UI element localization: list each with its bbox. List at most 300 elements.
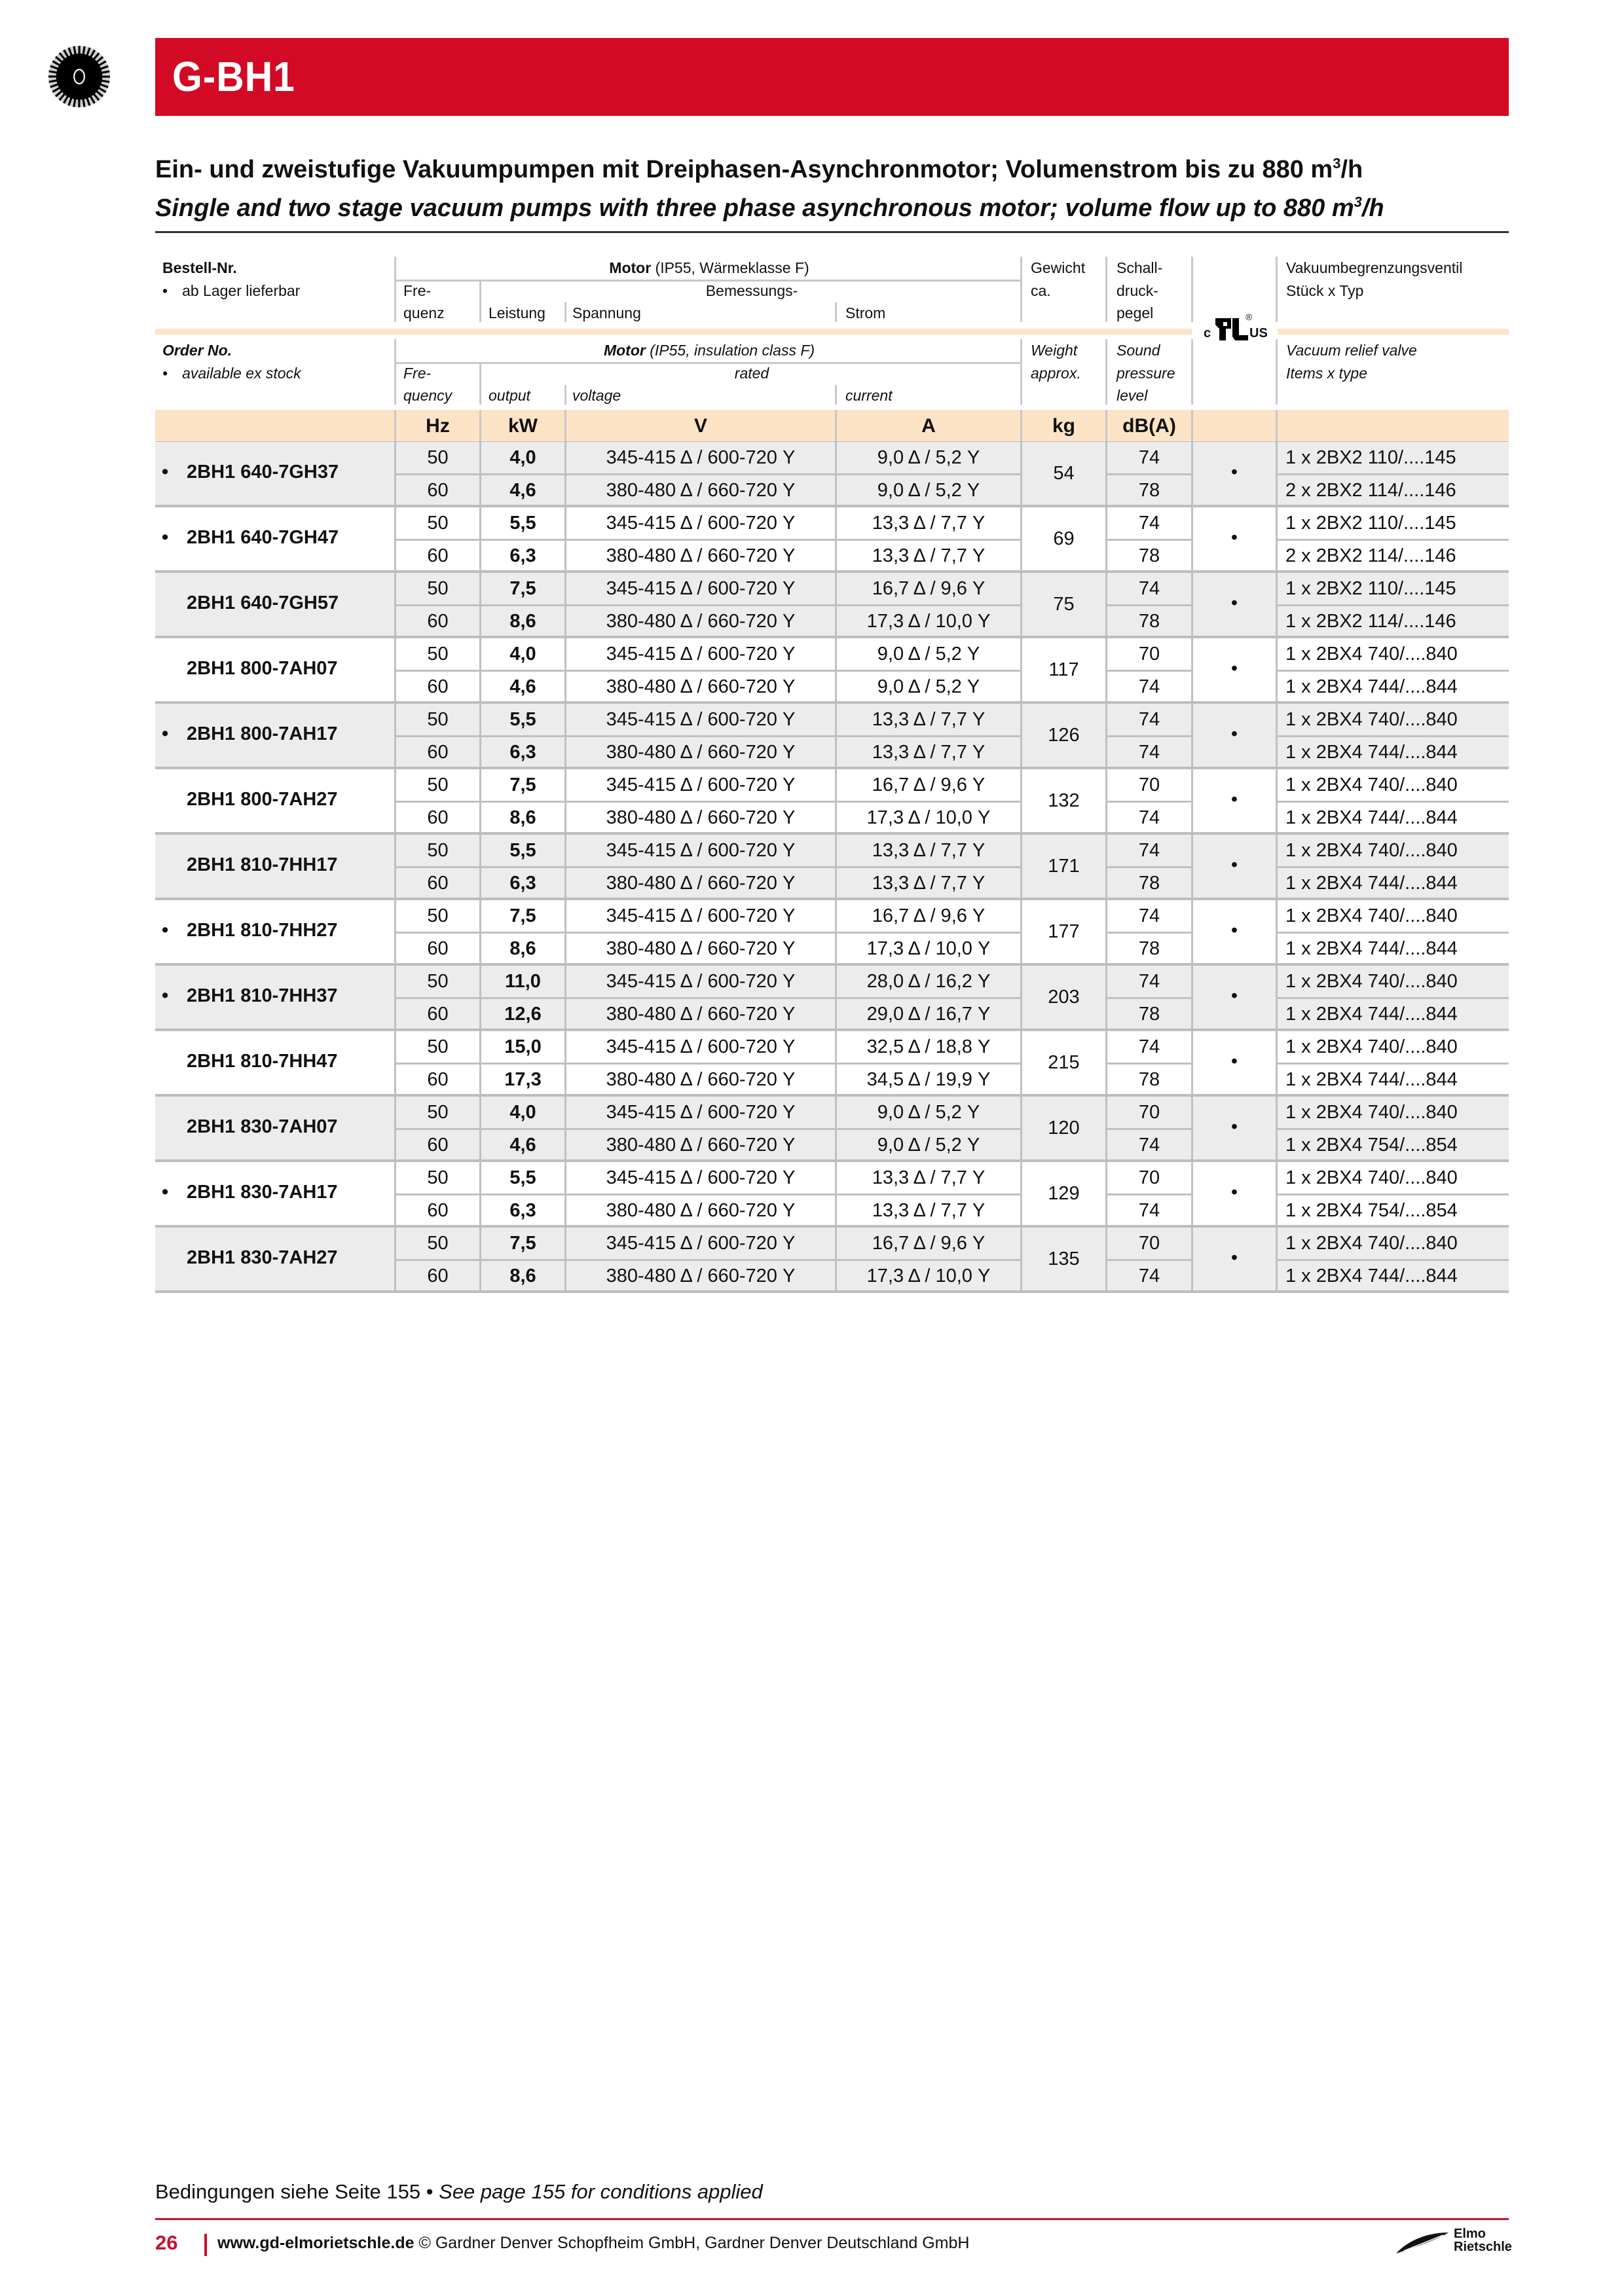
voltage-value: 345-415 Δ / 600-720 Y	[606, 513, 796, 534]
valve-label-en-1: Vacuum relief valve	[1286, 342, 1417, 359]
row-divider	[1105, 604, 1191, 606]
row-divider	[1276, 997, 1509, 999]
sound-level-value: 74	[1138, 905, 1160, 926]
heading-german-sup: 3	[1333, 155, 1341, 172]
frequency-value: 60	[427, 611, 449, 632]
motor-header	[396, 259, 1022, 277]
row-divider	[394, 1259, 1020, 1261]
current-value: 16,7 Δ / 9,6 Y	[872, 774, 986, 795]
row-divider	[1276, 670, 1509, 672]
frequency-value: 50	[427, 447, 449, 468]
sound-level-value: 74	[1138, 578, 1160, 599]
voltage-value: 345-415 Δ / 600-720 Y	[606, 447, 796, 468]
ul-c: c	[1204, 326, 1211, 340]
frequency-label-en-2: quency	[403, 387, 452, 404]
sound-label-en-2: pressure	[1116, 365, 1175, 382]
ul-listed-marker: •	[1230, 723, 1238, 744]
output-value: 7,5	[509, 905, 536, 926]
sound-level-value: 78	[1138, 545, 1160, 566]
motor-header-rest: (IP55, Wärmeklasse F)	[651, 259, 809, 276]
header-separator-band	[155, 329, 1192, 335]
rated-label: Bemessungs-	[705, 282, 798, 299]
relief-valve-value: 1 x 2BX4 744/....844	[1285, 873, 1458, 894]
sound-level-value: 78	[1138, 1004, 1160, 1025]
weight-value: 203	[1048, 987, 1080, 1008]
model-cell	[162, 1182, 391, 1203]
motor-header-en	[396, 342, 1022, 359]
voltage-value: 345-415 Δ / 600-720 Y	[606, 905, 796, 926]
output-value: 4,6	[509, 480, 536, 501]
model-cell	[162, 592, 391, 614]
output-value: 7,5	[509, 774, 536, 795]
model-cell	[162, 1116, 391, 1138]
heading-rule	[155, 231, 1509, 233]
relief-valve-value: 1 x 2BX4 744/....844	[1285, 938, 1458, 959]
output-value: 4,6	[509, 1135, 536, 1156]
weight-value: 69	[1053, 528, 1075, 549]
row-divider	[1105, 735, 1191, 737]
logo-line-1: Elmo	[1454, 2227, 1486, 2241]
row-divider	[1105, 539, 1191, 541]
ul-listed-marker: •	[1230, 592, 1238, 613]
sound-level-value: 70	[1138, 1102, 1160, 1123]
output-value: 6,3	[509, 1200, 536, 1221]
output-value: 5,5	[509, 1167, 536, 1188]
model-number: 2BH1 640-7GH57	[187, 592, 339, 613]
motor-header-rest-en: (IP55, insulation class F)	[645, 342, 815, 359]
row-divider	[394, 1063, 1020, 1065]
current-value: 16,7 Δ / 9,6 Y	[872, 905, 986, 926]
relief-valve-value: 1 x 2BX2 114/....146	[1285, 611, 1456, 632]
frequency-value: 60	[427, 1266, 449, 1286]
voltage-value: 345-415 Δ / 600-720 Y	[606, 1167, 796, 1188]
output-value: 8,6	[509, 1266, 536, 1286]
row-divider	[394, 932, 1020, 934]
voltage-value: 345-415 Δ / 600-720 Y	[606, 1102, 796, 1123]
unit-a: A	[921, 415, 936, 437]
voltage-value: 345-415 Δ / 600-720 Y	[606, 840, 796, 861]
table-row-group	[155, 1031, 1509, 1097]
relief-valve-value: 1 x 2BX4 740/....840	[1285, 1036, 1458, 1057]
model-cell	[162, 789, 391, 811]
ul-mark-icon	[1214, 317, 1249, 342]
stock-bullet: •	[162, 462, 169, 483]
row-divider	[1276, 539, 1509, 541]
ul-listed-marker: •	[1230, 985, 1238, 1006]
sound-level-value: 74	[1138, 513, 1160, 534]
output-value: 4,0	[509, 447, 536, 468]
footer-copyright: © Gardner Denver Schopfheim GmbH, Gardner Denver Deutschland GmbH	[414, 2234, 970, 2252]
sound-level-value: 74	[1138, 1266, 1160, 1286]
relief-valve-value: 1 x 2BX4 754/....854	[1285, 1135, 1458, 1156]
ul-registered: ®	[1246, 312, 1253, 322]
sound-label-en-1: Sound	[1116, 342, 1160, 359]
weight-label-en-1: Weight	[1031, 342, 1078, 359]
current-label-en: current	[845, 387, 893, 404]
frequency-label-2: quenz	[403, 304, 445, 321]
output-label: Leistung	[489, 304, 545, 321]
relief-valve-value: 1 x 2BX2 110/....145	[1285, 578, 1456, 599]
voltage-value: 380-480 Δ / 660-720 Y	[606, 611, 796, 632]
ul-listed-marker: •	[1230, 658, 1238, 679]
heading-german-text: Ein- und zweistufige Vakuumpumpen mit Dreiphasen-Asynchronmotor; Volumenstrom bis zu 880 m	[155, 156, 1333, 183]
row-divider	[1276, 1128, 1509, 1130]
relief-valve-value: 1 x 2BX4 740/....840	[1285, 1233, 1458, 1254]
model-cell	[162, 1247, 391, 1269]
model-cell	[162, 854, 391, 876]
weight-value: 120	[1048, 1118, 1080, 1139]
current-value: 17,3 Δ / 10,0 Y	[866, 807, 991, 828]
footer-url[interactable]: www.gd-elmorietschle.de	[217, 2234, 415, 2252]
row-divider	[1105, 670, 1191, 672]
current-value: 13,3 Δ / 7,7 Y	[872, 1200, 986, 1221]
weight-value: 129	[1048, 1183, 1080, 1204]
stock-legend	[162, 282, 300, 300]
table-row-group	[155, 573, 1509, 638]
sound-label-en-3: level	[1116, 387, 1148, 404]
sound-level-value: 74	[1138, 447, 1160, 468]
rated-label-en: rated	[734, 365, 769, 382]
valve-label-en-2: Items x type	[1286, 365, 1367, 382]
sound-level-value: 78	[1138, 611, 1160, 632]
stock-bullet: •	[162, 527, 169, 548]
frequency-value: 50	[427, 840, 449, 861]
current-value: 32,5 Δ / 18,8 Y	[866, 1036, 991, 1057]
model-cell	[162, 723, 391, 745]
model-cell	[162, 985, 391, 1007]
table-row-group	[155, 1162, 1509, 1228]
heading-english	[155, 194, 1384, 223]
weight-value: 126	[1048, 725, 1080, 746]
row-divider	[1276, 473, 1509, 475]
current-value: 17,3 Δ / 10,0 Y	[866, 611, 991, 632]
current-value: 13,3 Δ / 7,7 Y	[872, 873, 986, 894]
frequency-value: 60	[427, 1004, 449, 1025]
model-number: 2BH1 800-7AH27	[187, 789, 338, 810]
sound-level-value: 74	[1138, 840, 1160, 861]
row-divider	[1105, 473, 1191, 475]
frequency-value: 60	[427, 1200, 449, 1221]
current-value: 9,0 Δ / 5,2 Y	[877, 480, 980, 501]
relief-valve-value: 2 x 2BX2 114/....146	[1285, 545, 1456, 566]
ul-listed-marker: •	[1230, 854, 1238, 875]
frequency-value: 50	[427, 1036, 449, 1057]
voltage-value: 380-480 Δ / 660-720 Y	[606, 545, 796, 566]
stock-bullet: •	[162, 920, 169, 941]
row-divider	[1105, 801, 1191, 803]
voltage-value: 380-480 Δ / 660-720 Y	[606, 676, 796, 697]
relief-valve-value: 1 x 2BX4 740/....840	[1285, 840, 1458, 861]
row-divider	[1276, 604, 1509, 606]
unit-hz: Hz	[426, 415, 450, 437]
output-label-en: output	[489, 387, 530, 404]
frequency-value: 50	[427, 1167, 449, 1188]
relief-valve-value: 1 x 2BX4 744/....844	[1285, 676, 1458, 697]
heading-german-tail: /h	[1340, 156, 1363, 183]
weight-value: 171	[1048, 856, 1080, 877]
sound-level-value: 78	[1138, 873, 1160, 894]
table-row-group	[155, 507, 1509, 573]
sound-level-value: 74	[1138, 1036, 1160, 1057]
model-number: 2BH1 810-7HH27	[187, 920, 338, 941]
row-divider	[394, 539, 1020, 541]
model-number: 2BH1 830-7AH07	[187, 1116, 338, 1137]
table-row-group	[155, 835, 1509, 900]
sound-level-value: 74	[1138, 971, 1160, 992]
order-no-label: Bestell-Nr.	[162, 259, 237, 276]
motor-header-bold-en: Motor	[603, 342, 646, 359]
relief-valve-value: 1 x 2BX4 740/....840	[1285, 709, 1458, 730]
model-number: 2BH1 830-7AH27	[187, 1247, 338, 1268]
row-divider	[1105, 1194, 1191, 1195]
elmo-rietschle-swoosh-icon	[1395, 2231, 1450, 2255]
output-value: 5,5	[509, 840, 536, 861]
output-value: 8,6	[509, 611, 536, 632]
current-value: 29,0 Δ / 16,7 Y	[866, 1004, 991, 1025]
order-no-label-en: Order No.	[162, 342, 232, 359]
voltage-value: 380-480 Δ / 660-720 Y	[606, 807, 796, 828]
frequency-value: 50	[427, 905, 449, 926]
voltage-value: 345-415 Δ / 600-720 Y	[606, 709, 796, 730]
current-value: 13,3 Δ / 7,7 Y	[872, 1167, 986, 1188]
header-separator-band-right	[1278, 329, 1509, 335]
unit-kg: kg	[1052, 415, 1075, 437]
voltage-value: 380-480 Δ / 660-720 Y	[606, 1069, 796, 1090]
frequency-value: 60	[427, 873, 449, 894]
model-number: 2BH1 800-7AH17	[187, 723, 338, 744]
relief-valve-value: 1 x 2BX2 110/....145	[1285, 447, 1456, 468]
table-row-group	[155, 442, 1509, 507]
valve-label-2: Stück x Typ	[1286, 282, 1364, 299]
output-value: 8,6	[509, 938, 536, 959]
sound-level-value: 74	[1138, 807, 1160, 828]
current-value: 9,0 Δ / 5,2 Y	[877, 1102, 980, 1123]
frequency-value: 50	[427, 1102, 449, 1123]
frequency-value: 60	[427, 1135, 449, 1156]
voltage-label: Spannung	[572, 304, 641, 321]
page-number: 26	[155, 2231, 178, 2254]
current-value: 9,0 Δ / 5,2 Y	[877, 676, 980, 697]
row-divider	[1105, 866, 1191, 868]
model-cell	[162, 1051, 391, 1072]
heading-english-sup: 3	[1354, 194, 1362, 210]
relief-valve-value: 1 x 2BX4 740/....840	[1285, 1167, 1458, 1188]
frequency-value: 50	[427, 578, 449, 599]
table-row-group	[155, 966, 1509, 1031]
section-title: G-BH1	[172, 53, 295, 100]
relief-valve-value: 1 x 2BX4 740/....840	[1285, 644, 1458, 665]
footer-text	[217, 2234, 969, 2253]
weight-value: 177	[1048, 921, 1080, 942]
sound-label-1: Schall-	[1116, 259, 1163, 276]
model-cell	[162, 920, 391, 941]
weight-label-en-2: approx.	[1031, 365, 1081, 382]
weight-value: 117	[1048, 659, 1079, 680]
current-value: 9,0 Δ / 5,2 Y	[877, 1135, 980, 1156]
logo-line-2: Rietschle	[1454, 2240, 1512, 2254]
table-row-group	[155, 769, 1509, 835]
voltage-value: 345-415 Δ / 600-720 Y	[606, 1233, 796, 1254]
relief-valve-value: 1 x 2BX4 744/....844	[1285, 1266, 1458, 1286]
heading-german	[155, 156, 1363, 184]
output-value: 6,3	[509, 545, 536, 566]
output-value: 5,5	[509, 513, 536, 534]
row-divider	[394, 604, 1020, 606]
output-value: 4,6	[509, 676, 536, 697]
frequency-value: 50	[427, 1233, 449, 1254]
table-row-group	[155, 704, 1509, 769]
weight-value: 75	[1053, 594, 1075, 615]
relief-valve-value: 1 x 2BX4 744/....844	[1285, 1069, 1458, 1090]
sound-level-value: 78	[1138, 1069, 1160, 1090]
current-value: 16,7 Δ / 9,6 Y	[872, 578, 986, 599]
frequency-label-1: Fre-	[403, 282, 432, 299]
frequency-value: 50	[427, 709, 449, 730]
voltage-value: 380-480 Δ / 660-720 Y	[606, 1004, 796, 1025]
output-value: 17,3	[504, 1069, 542, 1090]
voltage-value: 380-480 Δ / 660-720 Y	[606, 1135, 796, 1156]
output-value: 4,0	[509, 1102, 536, 1123]
relief-valve-value: 1 x 2BX4 740/....840	[1285, 905, 1458, 926]
output-value: 6,3	[509, 742, 536, 763]
row-divider	[1276, 735, 1509, 737]
sound-level-value: 70	[1138, 1167, 1160, 1188]
stock-bullet: •	[162, 1182, 169, 1203]
stock-legend-text-en: available ex stock	[182, 365, 301, 382]
row-divider	[1105, 1128, 1191, 1130]
current-value: 13,3 Δ / 7,7 Y	[872, 513, 986, 534]
frequency-value: 50	[427, 971, 449, 992]
row-divider	[1276, 1194, 1509, 1195]
model-number: 2BH1 810-7HH47	[187, 1051, 338, 1072]
row-divider	[1276, 801, 1509, 803]
voltage-label-en: voltage	[572, 387, 621, 404]
ul-listed-marker: •	[1230, 462, 1238, 483]
weight-value: 215	[1048, 1052, 1080, 1073]
relief-valve-value: 1 x 2BX4 744/....844	[1285, 1004, 1458, 1025]
current-value: 16,7 Δ / 9,6 Y	[872, 1233, 986, 1254]
row-divider	[1276, 1063, 1509, 1065]
sound-level-value: 78	[1138, 480, 1160, 501]
row-divider	[394, 1128, 1020, 1130]
model-number: 2BH1 640-7GH37	[187, 462, 339, 483]
voltage-value: 380-480 Δ / 660-720 Y	[606, 1266, 796, 1286]
table-row-group	[155, 900, 1509, 966]
current-value: 34,5 Δ / 19,9 Y	[866, 1069, 991, 1090]
voltage-value: 345-415 Δ / 600-720 Y	[606, 644, 796, 665]
model-cell	[162, 462, 391, 483]
model-cell	[162, 527, 391, 549]
voltage-value: 380-480 Δ / 660-720 Y	[606, 938, 796, 959]
output-value: 12,6	[504, 1004, 542, 1025]
table-row-group	[155, 1228, 1509, 1293]
units-row	[155, 410, 1509, 444]
relief-valve-value: 1 x 2BX4 740/....840	[1285, 1102, 1458, 1123]
sound-label-2: druck-	[1116, 282, 1158, 299]
frequency-value: 60	[427, 807, 449, 828]
row-divider	[394, 1194, 1020, 1195]
weight-value: 54	[1053, 463, 1075, 484]
model-number: 2BH1 810-7HH37	[187, 985, 338, 1006]
row-divider	[1276, 1259, 1509, 1261]
frequency-value: 60	[427, 938, 449, 959]
output-value: 8,6	[509, 807, 536, 828]
conditions-note-de: Bedingungen siehe Seite 155 •	[155, 2180, 439, 2203]
pump-table	[155, 442, 1509, 1293]
ul-certification-icon	[1193, 308, 1276, 354]
heading-english-tail: /h	[1361, 194, 1384, 222]
frequency-value: 50	[427, 774, 449, 795]
stock-bullet: •	[162, 282, 168, 299]
current-value: 13,3 Δ / 7,7 Y	[872, 742, 986, 763]
voltage-value: 380-480 Δ / 660-720 Y	[606, 1200, 796, 1221]
row-divider	[394, 670, 1020, 672]
relief-valve-value: 2 x 2BX2 114/....146	[1285, 480, 1456, 501]
footer-separator	[204, 2234, 207, 2256]
heading-english-text: Single and two stage vacuum pumps with three phase asynchronous motor; volume flow up to 880 m	[155, 194, 1354, 222]
voltage-value: 345-415 Δ / 600-720 Y	[606, 774, 796, 795]
current-label: Strom	[845, 304, 886, 321]
elmo-rietschle-logo	[1395, 2226, 1513, 2259]
relief-valve-value: 1 x 2BX4 744/....844	[1285, 742, 1458, 763]
sound-level-value: 70	[1138, 774, 1160, 795]
relief-valve-value: 1 x 2BX4 744/....844	[1285, 807, 1458, 828]
model-number: 2BH1 810-7HH17	[187, 854, 338, 875]
current-value: 9,0 Δ / 5,2 Y	[877, 644, 980, 665]
current-value: 9,0 Δ / 5,2 Y	[877, 447, 980, 468]
sound-level-value: 74	[1138, 709, 1160, 730]
conditions-note-en: See page 155 for conditions applied	[439, 2180, 763, 2203]
output-value: 7,5	[509, 1233, 536, 1254]
sound-level-value: 70	[1138, 1233, 1160, 1254]
voltage-value: 345-415 Δ / 600-720 Y	[606, 1036, 796, 1057]
valve-label-1: Vakuumbegrenzungsventil	[1286, 259, 1463, 276]
model-number: 2BH1 640-7GH47	[187, 527, 339, 548]
frequency-value: 60	[427, 480, 449, 501]
row-divider	[1105, 1063, 1191, 1065]
model-number: 2BH1 830-7AH17	[187, 1182, 338, 1203]
current-value: 17,3 Δ / 10,0 Y	[866, 938, 991, 959]
frequency-label-en-1: Fre-	[403, 365, 432, 382]
model-number: 2BH1 800-7AH07	[187, 658, 338, 679]
frequency-value: 60	[427, 742, 449, 763]
weight-value: 132	[1048, 790, 1080, 811]
current-value: 13,3 Δ / 7,7 Y	[872, 709, 986, 730]
motor-header-bold: Motor	[609, 259, 652, 276]
row-divider	[1105, 932, 1191, 934]
stock-legend-en	[162, 365, 301, 382]
ul-listed-marker: •	[1230, 1247, 1238, 1268]
voltage-value: 380-480 Δ / 660-720 Y	[606, 480, 796, 501]
relief-valve-value: 1 x 2BX4 740/....840	[1285, 971, 1458, 992]
current-value: 13,3 Δ / 7,7 Y	[872, 545, 986, 566]
sound-level-value: 74	[1138, 676, 1160, 697]
ul-listed-marker: •	[1230, 1051, 1238, 1072]
sound-level-value: 74	[1138, 1200, 1160, 1221]
row-divider	[1276, 932, 1509, 934]
gear-icon	[47, 45, 111, 109]
row-divider	[394, 735, 1020, 737]
voltage-value: 380-480 Δ / 660-720 Y	[606, 873, 796, 894]
sound-level-value: 78	[1138, 938, 1160, 959]
unit-kw: kW	[508, 415, 538, 437]
row-divider	[394, 866, 1020, 868]
output-value: 6,3	[509, 873, 536, 894]
ul-listed-marker: •	[1230, 1116, 1238, 1137]
weight-label-2: ca.	[1031, 282, 1051, 299]
ul-us: US	[1249, 326, 1268, 340]
table-row-group	[155, 638, 1509, 704]
